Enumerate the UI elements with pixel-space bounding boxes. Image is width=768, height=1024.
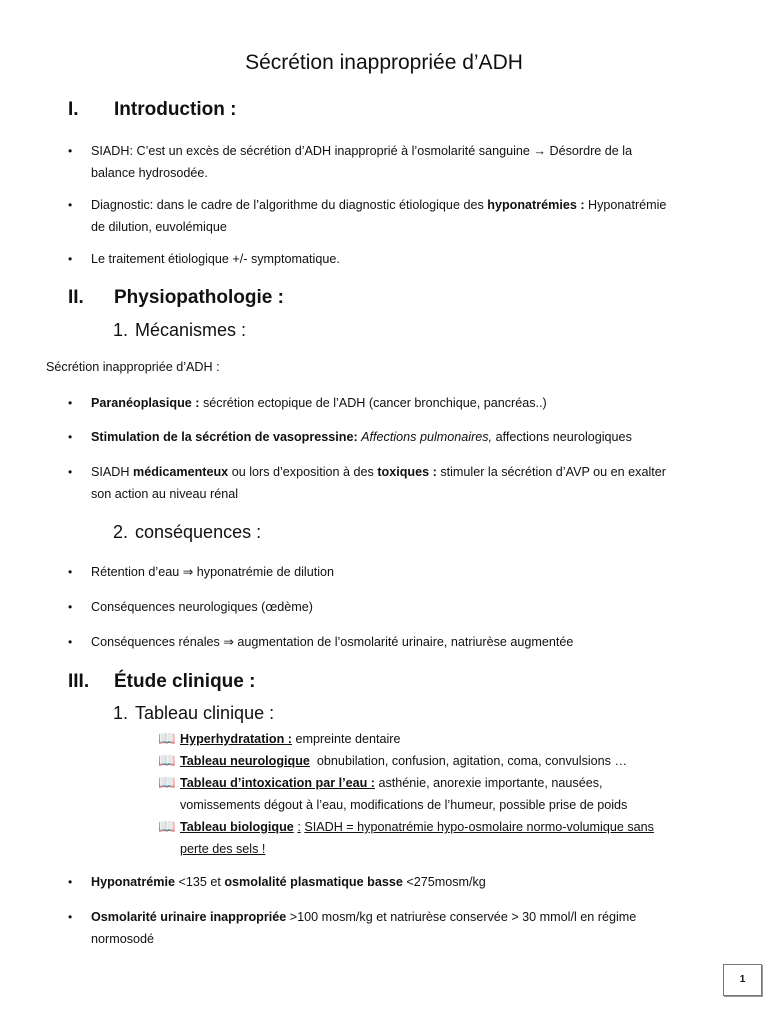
section-heading-etude-clinique	[68, 670, 255, 694]
bullet-marker	[68, 461, 72, 483]
text: affections neurologiques	[495, 430, 632, 444]
page-number: 1	[723, 964, 762, 996]
subsection-heading-mecanismes	[113, 319, 246, 341]
list-item-tableau-neurologique	[158, 749, 627, 772]
section-number: III.	[68, 671, 90, 692]
subsection-heading-consequences	[113, 521, 261, 543]
document-title: Sécrétion inappropriée d’ADH	[245, 51, 523, 74]
paragraph-paraneoplasique	[91, 392, 547, 414]
section-title: Étude clinique :	[114, 671, 256, 692]
bold-text: médicamenteux	[133, 465, 229, 479]
text: son action au niveau rénal	[91, 487, 239, 501]
text: SIADH	[91, 465, 130, 479]
text: sécrétion ectopique de l’ADH (cancer bronchique, pancréas..)	[202, 396, 547, 410]
subsection-number: 1.	[113, 703, 129, 723]
bold-text: hyponatrémies :	[487, 198, 585, 212]
text: balance hydrosodée.	[91, 166, 208, 180]
text: normosodé	[91, 932, 155, 946]
bullet-marker	[68, 392, 72, 414]
open-book-icon: 📖	[158, 752, 176, 768]
paragraph-siadh-definition	[91, 140, 632, 184]
bullet-marker	[68, 248, 72, 270]
text: asthénie, anorexie importante, nausées,	[378, 776, 603, 790]
open-book-icon: 📖	[158, 818, 176, 834]
bullet-marker	[68, 596, 72, 618]
bullet-marker	[68, 631, 72, 653]
text: vomissements dégout à l’eau, modifications de l’humeur, possible prise de poids	[180, 798, 628, 812]
underlined-text: perte des sels !	[180, 842, 266, 856]
text: :	[297, 820, 301, 834]
paragraph-hyponatremie	[91, 871, 486, 893]
section-title: Physiopathologie :	[114, 287, 284, 308]
open-book-icon: 📖	[158, 730, 176, 746]
text: stimuler la sécrétion d’AVP ou en exalter	[440, 465, 666, 479]
section-title: Introduction :	[114, 99, 237, 120]
text: empreinte dentaire	[295, 732, 401, 746]
open-book-icon: 📖	[158, 774, 176, 790]
list-item-hyperhydratation	[158, 727, 400, 750]
bullet-marker	[68, 906, 72, 928]
paragraph-retention-eau	[91, 561, 334, 583]
bold-underlined-text: Tableau d’intoxication par l’eau :	[180, 776, 375, 790]
text: SIADH: C’est un excès de sécrétion d’ADH inapproprié à l’osmolarité sanguine	[91, 144, 530, 158]
list-item-tableau-biologique	[158, 815, 654, 860]
text: augmentation de l’osmolarité urinaire, natriurèse augmentée	[237, 635, 574, 649]
paragraph-secretion-intro: Sécrétion inappropriée d’ADH :	[46, 360, 220, 374]
text: Rétention d’eau	[91, 565, 180, 579]
italic-text: Affections pulmonaires,	[361, 430, 493, 444]
text: Diagnostic: dans le cadre de l’algorithme du diagnostic étiologique des	[91, 198, 484, 212]
bullet-marker	[68, 140, 72, 162]
paragraph-consequences-renales	[91, 631, 573, 653]
bold-underlined-text: Hyperhydratation :	[180, 732, 292, 746]
bold-text: osmolalité plasmatique basse	[224, 875, 403, 889]
text: obnubilation, confusion, agitation, coma, convulsions …	[316, 754, 628, 768]
bullet-marker	[68, 194, 72, 216]
subsection-number: 1.	[113, 320, 129, 340]
paragraph-medicamenteux	[91, 461, 666, 505]
text: ou lors d’exposition à des	[231, 465, 374, 479]
text: de dilution, euvolémique	[91, 220, 227, 234]
paragraph-traitement: Le traitement étiologique +/- symptomatique.	[91, 252, 340, 266]
paragraph-consequences-neuro: Conséquences neurologiques (œdème)	[91, 600, 313, 614]
bullet-marker	[68, 561, 72, 583]
double-arrow-icon: ⇒	[182, 565, 194, 579]
arrow-icon: →	[533, 144, 546, 158]
section-heading-physiopathologie	[68, 286, 284, 310]
section-number: II.	[68, 287, 84, 308]
subsection-title: conséquences :	[135, 522, 262, 542]
paragraph-osmolarite-urinaire	[91, 906, 636, 950]
text: Conséquences rénales	[91, 635, 220, 649]
section-number: I.	[68, 99, 79, 120]
subsection-title: Tableau clinique :	[135, 703, 275, 723]
double-arrow-icon: ⇒	[223, 635, 234, 649]
subsection-title: Mécanismes :	[135, 320, 247, 340]
text: hyponatrémie de dilution	[196, 565, 335, 579]
bold-text: Hyponatrémie	[91, 875, 175, 889]
bullet-marker	[68, 426, 72, 448]
text: <275mosm/kg	[406, 875, 486, 889]
text: >100 mosm/kg et natriurèse conservée > 30 mmol/l en régime	[289, 910, 637, 924]
subsection-number: 2.	[113, 522, 129, 542]
text: Désordre de la	[549, 144, 633, 158]
paragraph-stimulation	[91, 426, 632, 448]
bullet-marker	[68, 871, 72, 893]
bold-text: toxiques :	[377, 465, 437, 479]
underlined-text: SIADH = hyponatrémie hypo-osmolaire normo-volumique sans	[304, 820, 654, 834]
section-heading-introduction	[68, 98, 236, 122]
bold-text: Osmolarité urinaire inappropriée	[91, 910, 287, 924]
text: <135 et	[178, 875, 221, 889]
bold-underlined-text: Tableau neurologique	[180, 754, 310, 768]
bold-text: Paranéoplasique :	[91, 396, 200, 410]
paragraph-diagnostic	[91, 194, 666, 238]
subsection-heading-tableau-clinique	[113, 702, 274, 724]
bold-text: Stimulation de la sécrétion de vasopressine:	[91, 430, 358, 444]
list-item-tableau-intoxication	[158, 771, 627, 816]
text: Hyponatrémie	[588, 198, 667, 212]
bold-underlined-text: Tableau biologique	[180, 820, 294, 834]
